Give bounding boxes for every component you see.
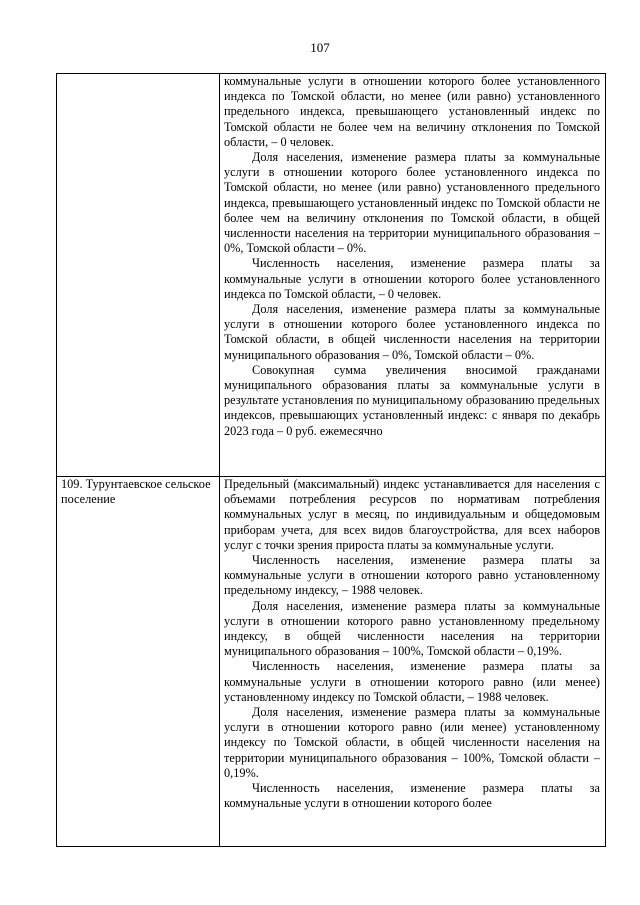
- description-paragraph: Доля населения, изменение размера платы за коммунальные услуги в отношении которого равно установленному предельному индексу, в общей численности населения на территории муниципального образования – 100%, Томской области – 0,19%.: [224, 598, 600, 659]
- description-paragraph: Совокупная сумма увеличения вносимой гражданами муниципального образования платы за коммунальные услуги в результате установления по муниципальному образованию предельных индексов, превышающих установленный индекс: с января по декабрь 2023 года – 0 руб. ежемесячно: [224, 362, 600, 438]
- municipality-name-cell: [57, 74, 220, 477]
- description-paragraph: Численность населения, изменение размера платы за коммунальные услуги в отношении которого более установленного индекса по Томской области, – 0 человек.: [224, 256, 600, 301]
- description-cell: [220, 477, 606, 847]
- description-paragraph: Численность населения, изменение размера платы за коммунальные услуги в отношении которого равно (или менее) установленному индексу по Томской области, – 1988 человек.: [224, 659, 600, 704]
- description-paragraph: Доля населения, изменение размера платы за коммунальные услуги в отношении которого более установленного индекса по Томской области, в общей численности населения на территории муниципального образования – 0%, Томской области – 0%.: [224, 302, 600, 362]
- description-cell: [220, 74, 606, 477]
- description-paragraph: Доля населения, изменение размера платы за коммунальные услуги в отношении которого более установленного индекса по Томской области, но менее (или равно) установленного предельного индекса, превышающего установленный индекс по Томской области не более чем на величину отклонения по Томской области, в общей численности населения на территории муниципального образования – 0%, Томской области – 0%.: [224, 150, 600, 256]
- description-paragraph: Численность населения, изменение размера платы за коммунальные услуги в отношении которого равно установленному предельному индексу, – 1988 человек.: [224, 553, 600, 598]
- table-row: [57, 74, 606, 477]
- description-paragraph: Предельный (максимальный) индекс устанавливается для населения с объемами потребления ресурсов по нормативам потребления коммунальных услуг в месяц, по индивидуальным и общедомовым приборам учета, для всех видов благоустройства, для всех наборов услуг с точки зрения прироста платы за коммунальные услуги.: [224, 477, 600, 552]
- description-paragraph: Численность населения, изменение размера платы за коммунальные услуги в отношении которого более: [224, 781, 600, 811]
- municipality-name: 109. Турунтаевское сельское поселение: [61, 477, 211, 507]
- description-paragraph: Доля населения, изменение размера платы за коммунальные услуги в отношении которого равно (или менее) установленному индексу по Томской области, в общей численности населения на территории муниципального образования – 100%, Томской области – 0,19%.: [224, 705, 600, 780]
- table-row: [57, 477, 606, 847]
- description-paragraph: коммунальные услуги в отношении которого более установленного индекса по Томской области, но менее (или равно) установленного предельного индекса, превышающего установленный индекс по Томской области не более чем на величину отклонения по Томской области, – 0 человек.: [224, 74, 600, 149]
- municipality-name-cell: [57, 477, 220, 847]
- municipality-index-table: [56, 73, 606, 847]
- page-number: 107: [310, 40, 330, 55]
